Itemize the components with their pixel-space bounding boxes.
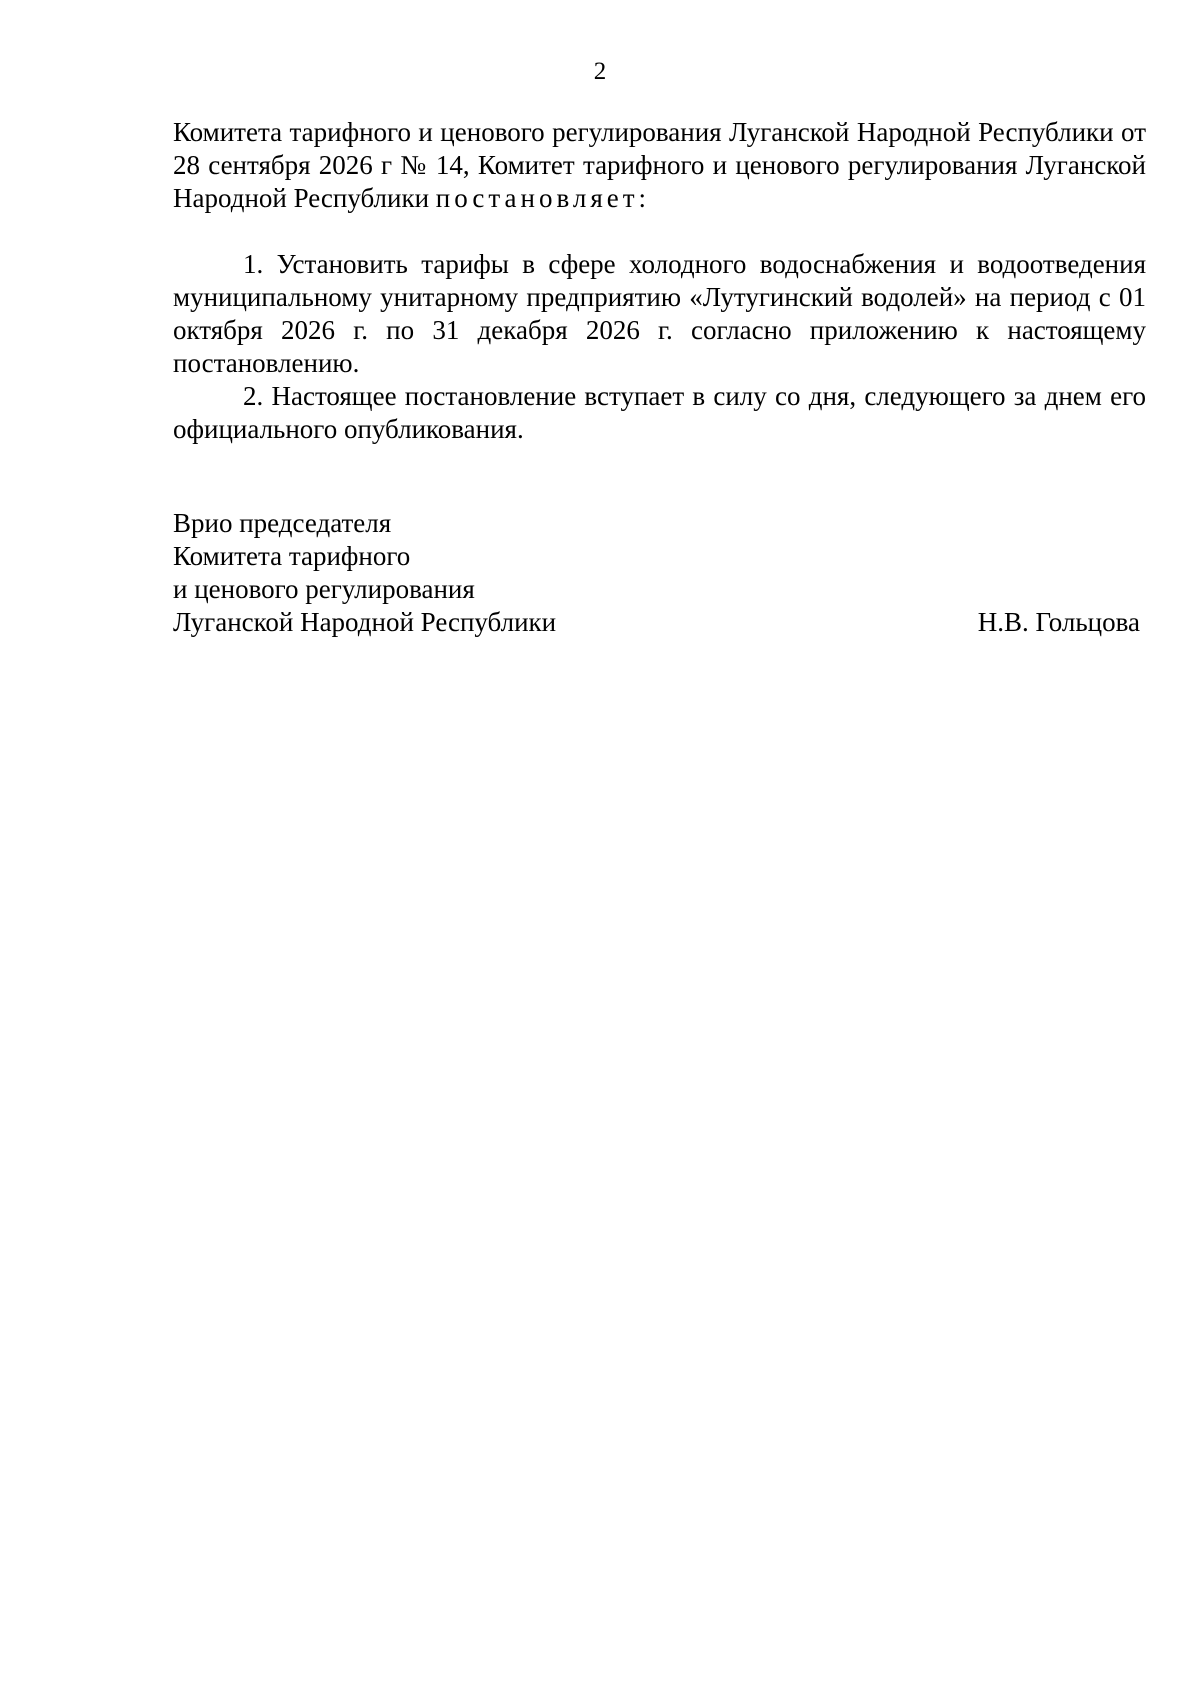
spacer bbox=[173, 215, 1146, 248]
signatory-title-line-2: Комитета тарифного bbox=[173, 541, 411, 571]
clause-2: 2. Настоящее постановление вступает в силу со дня, следующего за днем его официального опубликования. bbox=[173, 381, 1146, 444]
signature-block bbox=[173, 507, 1146, 639]
resolve-colon: : bbox=[638, 183, 647, 213]
signatory-title-line-4: Луганской Народной Республики bbox=[173, 607, 557, 637]
signatory-final-line bbox=[173, 606, 1146, 639]
resolve-word: постановляет bbox=[435, 183, 639, 213]
preamble-text: Комитета тарифного и ценового регулирования Луганской Народной Республики от 28 сентября 2026 г № 14, Комитет тарифного и ценового регулирования Луганской Народной Республики bbox=[173, 117, 1146, 213]
page-number: 2 bbox=[593, 58, 607, 85]
signatory-title-line-3: и ценового регулирования bbox=[173, 574, 475, 604]
document-body bbox=[173, 116, 1146, 446]
clause-1: 1. Установить тарифы в сфере холодного водоснабжения и водоотведения муниципальному унитарному предприятию «Лутугинский водолей» на период с 01 октября 2026 г. по 31 декабря 2026 г. согласно приложению к настоящему постановлению. bbox=[173, 249, 1146, 378]
signatory-title-line-1: Врио председателя bbox=[173, 508, 392, 538]
signatory-name: Н.В. Гольцова bbox=[977, 607, 1140, 637]
preamble-paragraph bbox=[173, 116, 1146, 215]
